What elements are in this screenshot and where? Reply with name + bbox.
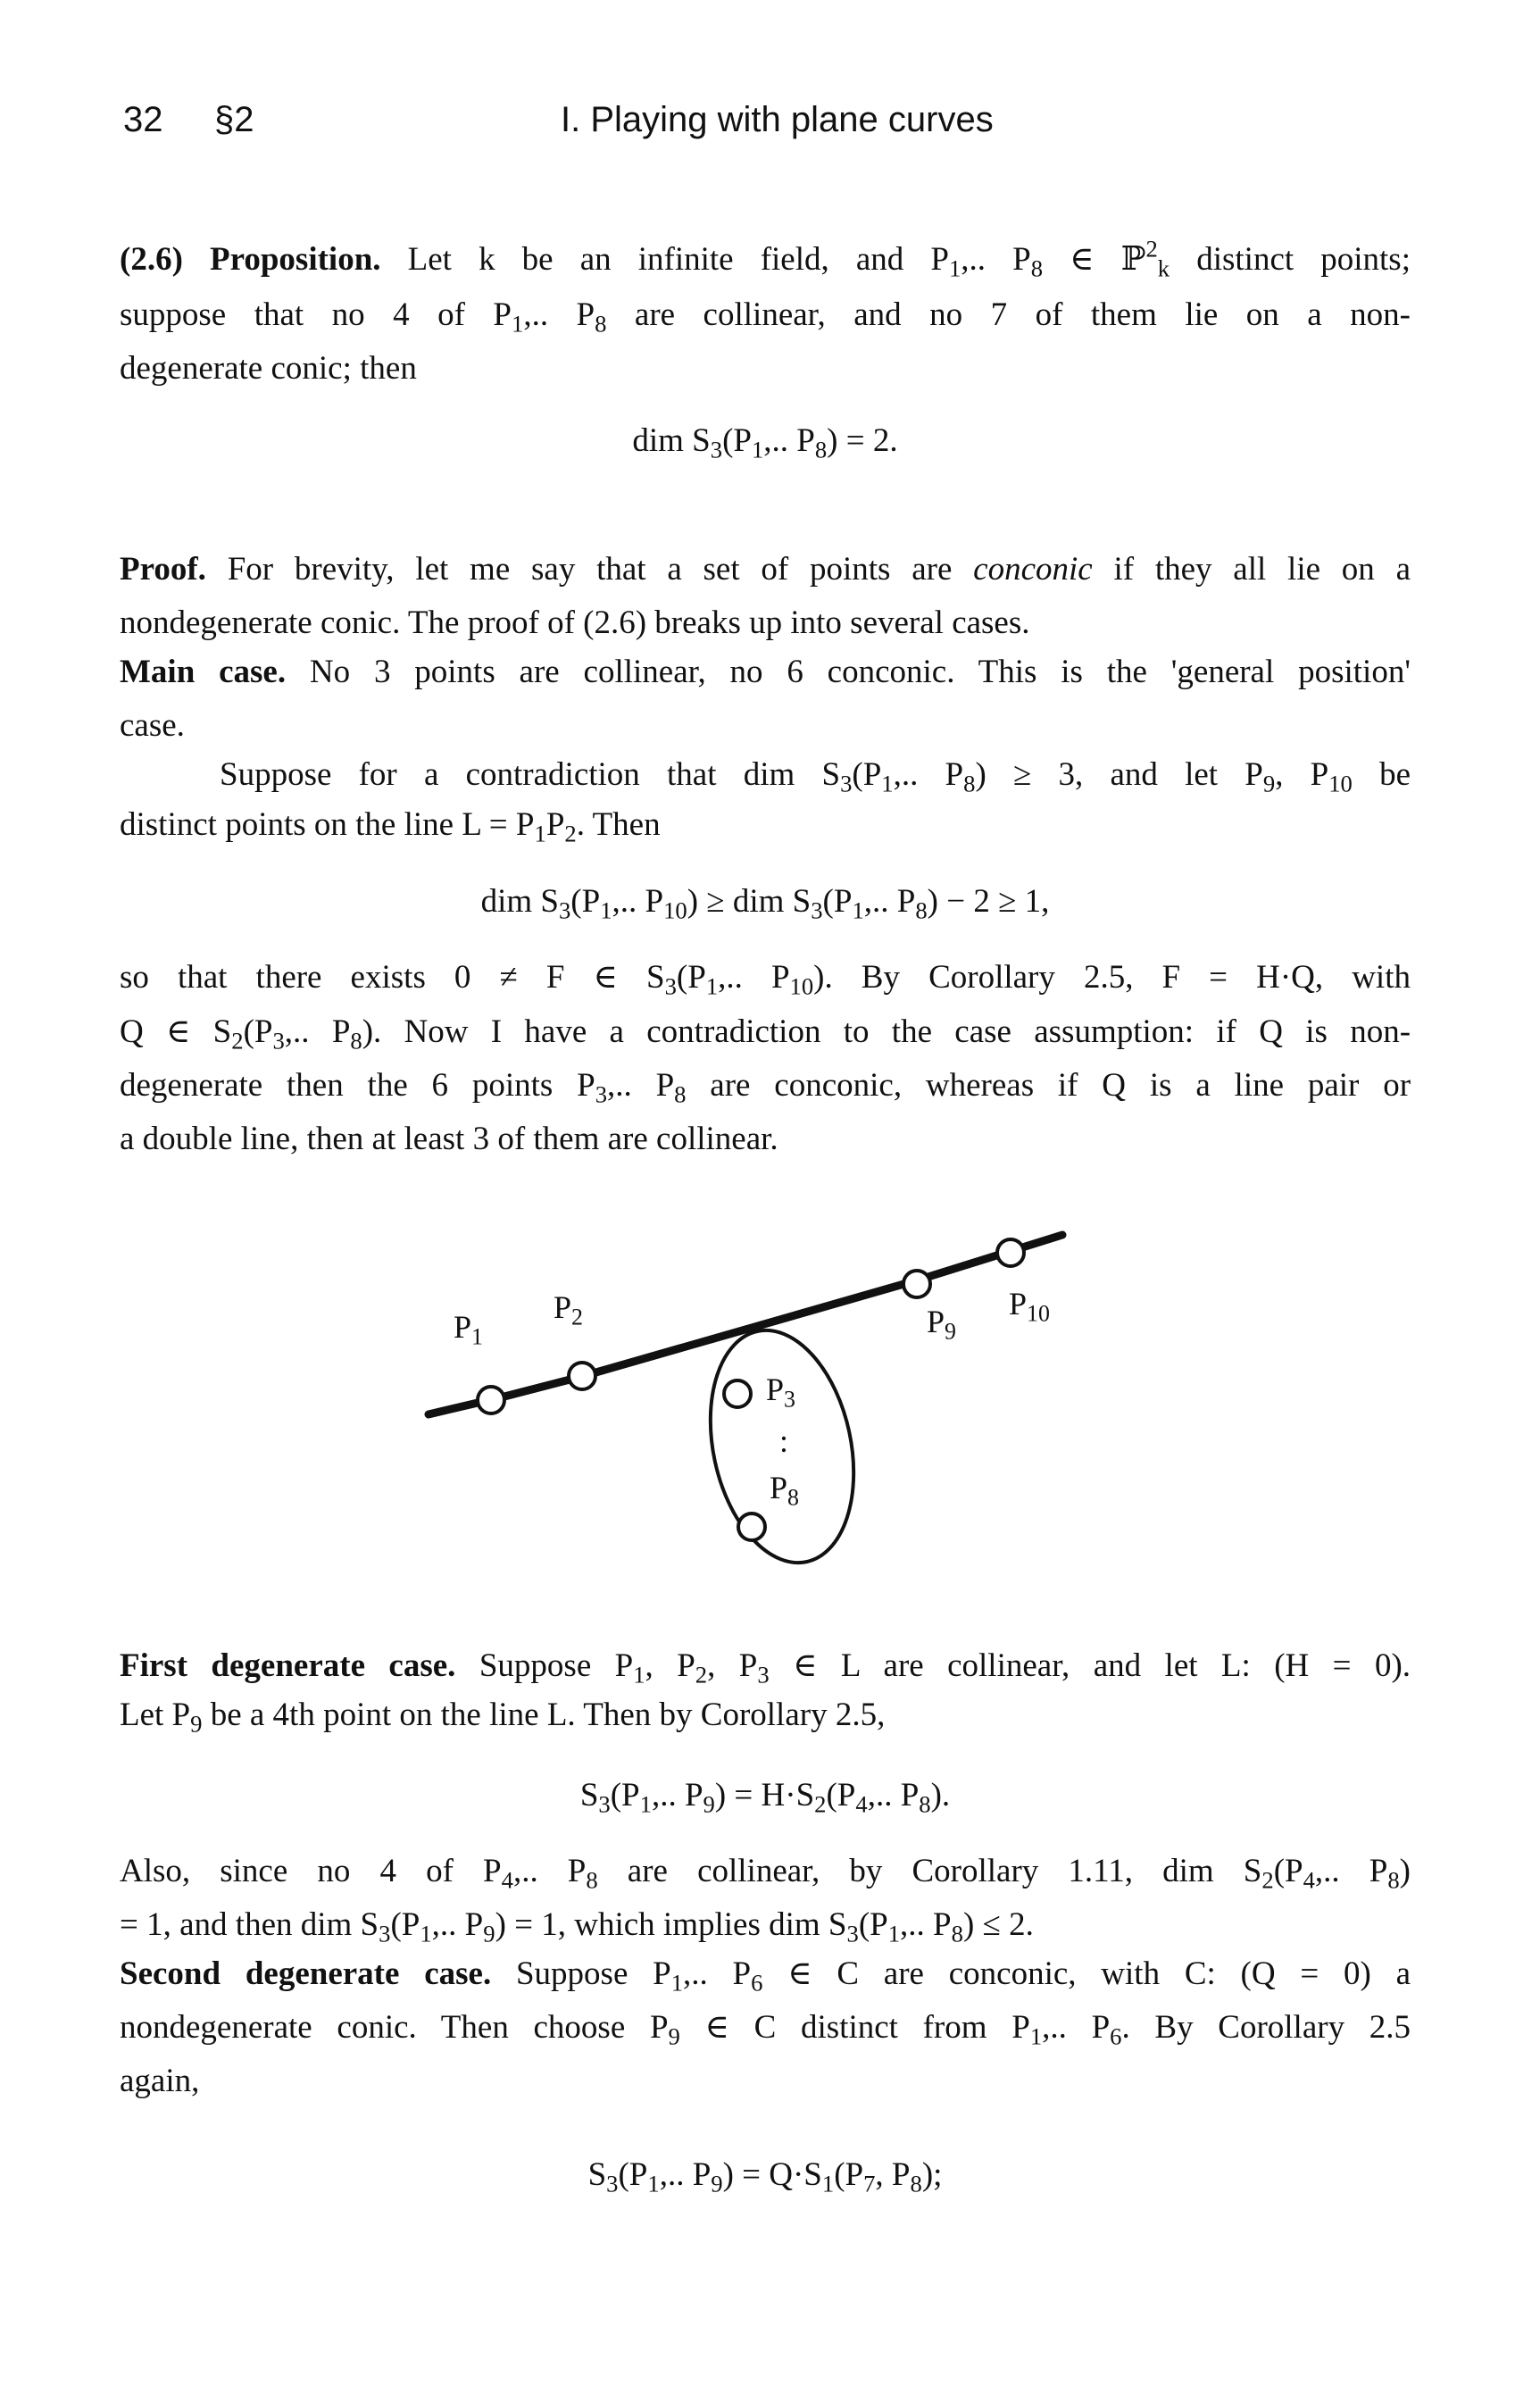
second-degenerate-line-2: nondegenerate conic. Then choose $P_9$ ∈ C distinct from $P_1$,.. $P_6$. By Corollary 2.5 [120,2009,1411,2050]
first-degenerate-line-3: Also, since no 4 of $P_4$,.. $P_8$ are collinear, by Corollary 1.11, dim $S_2(P_4$,.. $P_8$) [120,1853,1411,1894]
proposition-line-2: suppose that no 4 of $P_1$,.. $P_8$ are collinear, and no 7 of them lie on a non- [120,296,1411,338]
first-degenerate-line-1: First degenerate case. Suppose $P_1$, $P_2$, $P_3$ ∈ L are collinear, and let L: (H = 0). [120,1647,1411,1688]
label-p1: $P_1$ [454,1309,483,1350]
section-number: §2 [214,100,254,139]
main-case-line-4: distinct points on the line $L = P_1P_2$. Then [120,806,661,847]
main-case-line-5: so that there exists 0 ≠ F ∈ $S_3(P_1$,.. $P_{10}$). By Corollary 2.5, F = H·Q, with [120,959,1411,1000]
second-degenerate-line-1: Second degenerate case. Suppose $P_1$,.. $P_6$ ∈ C are conconic, with C: (Q = 0) a [120,1955,1411,1997]
main-case-line-6: Q ∈ $S_2(P_3$,.. $P_8$). Now I have a contradiction to the case assumption: if Q is non- [120,1013,1411,1055]
line-and-conic-figure [420,1210,1098,1594]
second-degenerate-line-3: again, [120,2063,200,2099]
main-case-line-1: Main case. No 3 points are collinear, no 6 conconic. This is the 'general position' [120,654,1411,690]
main-case-line-3: Suppose for a contradiction that dim $S_3(P_1$,.. $P_8) \ge 3$, and let $P_9$, $P_{10}$ be [220,756,1411,797]
proof-line-1: Proof. For brevity, let me say that a set of points are conconic if they all lie on a [120,551,1411,588]
proposition-line-1: (2.6) Proposition. Let k be an infinite field, and $P_1$,.. $P_8$ ∈ ℙ$^2_k$ distinct points; [120,235,1411,282]
running-header [123,100,1427,154]
chapter-title: I. Playing with plane curves [561,100,994,139]
proof-line-2: nondegenerate conic. The proof of (2.6) breaks up into several cases. [120,605,1030,641]
label-dots: : [779,1423,789,1459]
equation-dim-inequality: dim $S_3(P_1$,.. $P_{10}$) ≥ dim $S_3(P_1$,.. $P_8) - 2 \ge 1$, [480,883,1050,924]
point-p9 [903,1271,930,1297]
point-p3 [724,1380,751,1407]
equation-dim-s3: dim $S_3(P_1$,.. $P_8) = 2$. [632,422,898,463]
point-p8 [738,1513,765,1540]
first-degenerate-line-2: Let $P_9$ be a 4th point on the line L. Then by Corollary 2.5, [120,1697,886,1738]
first-degenerate-line-4: = 1, and then dim $S_3(P_1$,.. $P_9) = 1$, which implies dim $S_3(P_1$,.. $P_8) \le 2$. [120,1906,1034,1947]
equation-s3-q-s1: $S_3(P_1$,.. $P_9) = Q\cdot S_1(P_7$, $P_8$); [587,2156,943,2197]
main-case-line-8: a double line, then at least 3 of them are collinear. [120,1121,778,1157]
proposition-line-3: degenerate conic; then [120,350,417,387]
point-p10 [997,1239,1024,1266]
figure-drawing [420,1210,1098,1594]
main-case-line-2: case. [120,707,185,744]
label-p2: $P_2$ [554,1289,583,1330]
page-number: 32 [123,100,163,139]
label-p3: $P_3$ [766,1372,795,1413]
label-p8: $P_8$ [770,1470,799,1511]
label-p9: $P_9$ [927,1304,956,1345]
label-p10: $P_{10}$ [1009,1286,1050,1327]
equation-s3-h-s2: $S_3(P_1$,.. $P_9) = H\cdot S_2(P_4$,.. $P_8$). [579,1777,951,1818]
point-p2 [569,1363,595,1389]
main-case-line-7: degenerate then the 6 points $P_3$,.. $P_8$ are conconic, whereas if Q is a line pair or [120,1067,1411,1108]
point-p1 [478,1387,504,1413]
